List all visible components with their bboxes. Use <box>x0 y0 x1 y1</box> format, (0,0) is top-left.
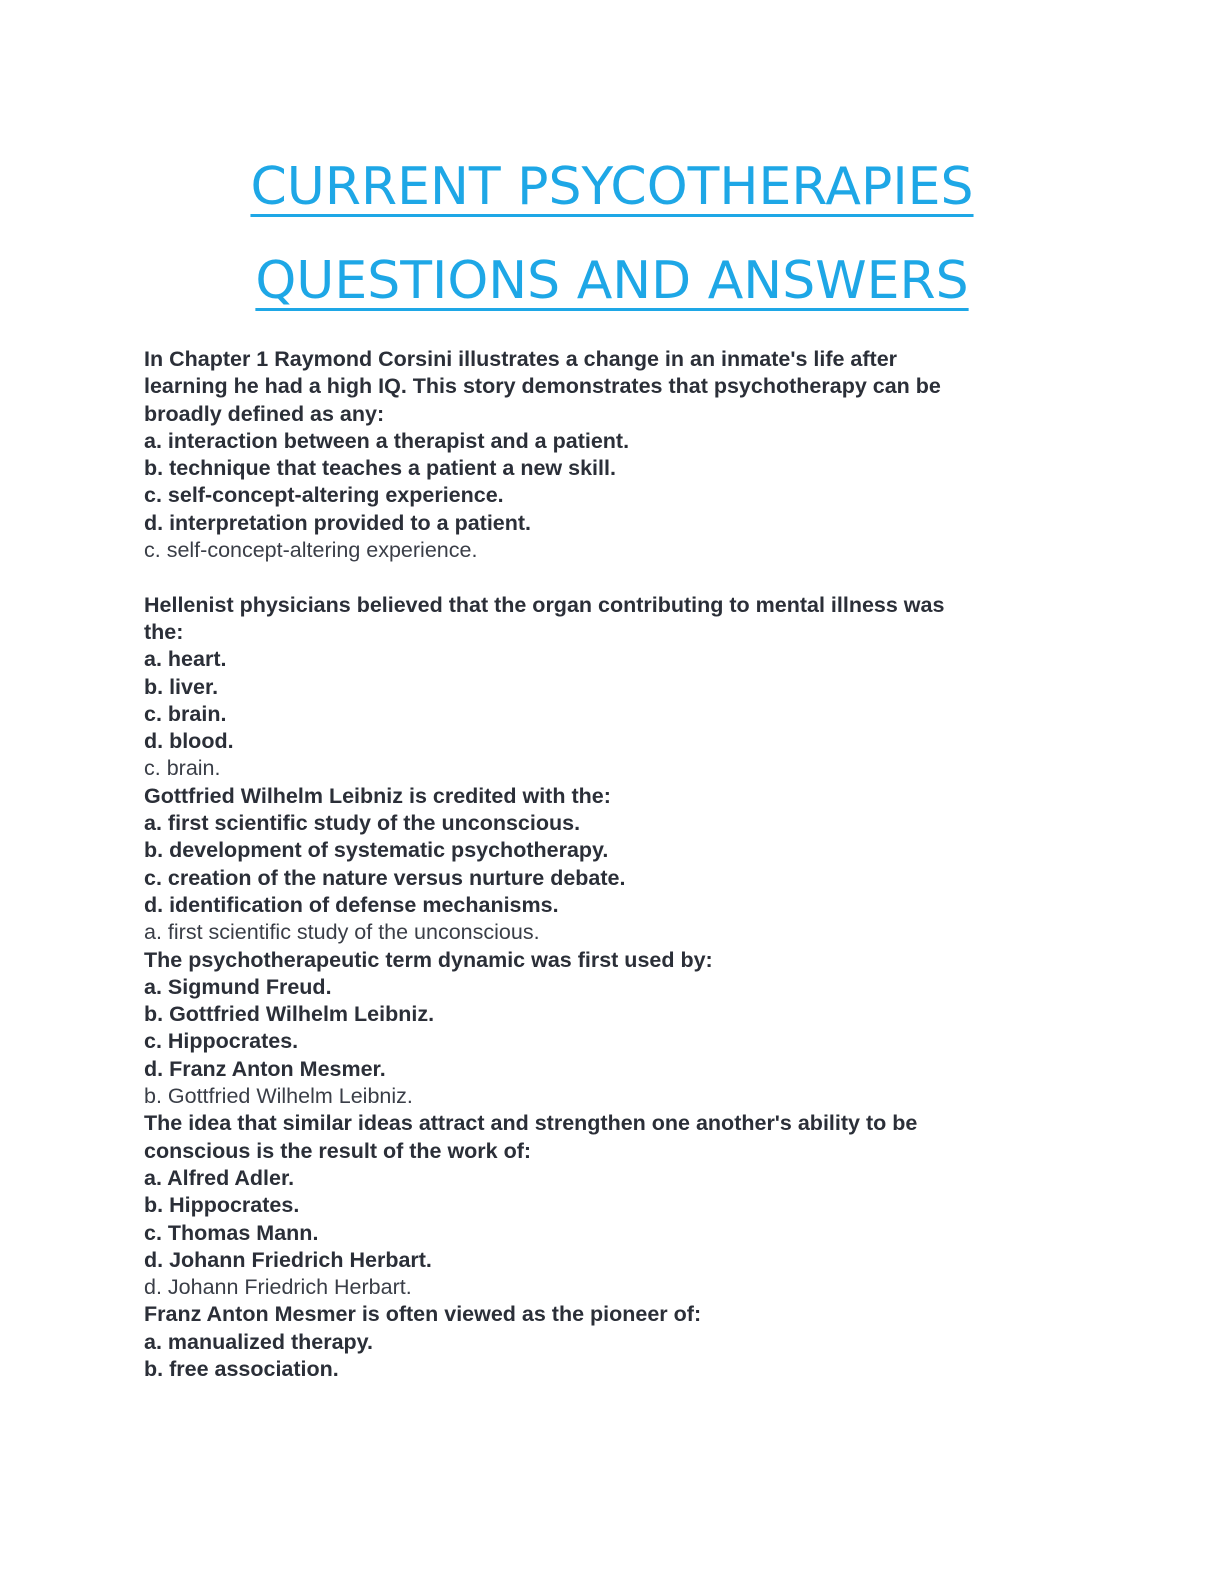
spacer <box>144 564 1044 591</box>
answer-option: a. heart. <box>144 647 227 672</box>
answer-option: a. Sigmund Freud. <box>144 974 332 999</box>
correct-answer: c. brain. <box>144 756 221 781</box>
question-text: The idea that similar ideas attract and strengthen one another's ability to be <box>144 1111 918 1136</box>
question-text: Gottfried Wilhelm Leibniz is credited with the: <box>144 783 611 808</box>
question-block <box>144 1110 1044 1301</box>
answer-option: b. Gottfried Wilhelm Leibniz. <box>144 1002 435 1027</box>
answer-option: b. development of systematic psychotherapy. <box>144 838 609 863</box>
question-text: broadly defined as any: <box>144 401 385 426</box>
question-block <box>144 947 1044 1111</box>
answer-option: d. identification of defense mechanisms. <box>144 892 559 917</box>
question-block <box>144 346 1044 564</box>
question-text: conscious is the result of the work of: <box>144 1138 532 1163</box>
answer-option: c. creation of the nature versus nurture debate. <box>144 865 626 890</box>
answer-option: c. brain. <box>144 701 227 726</box>
correct-answer: d. Johann Friedrich Herbart. <box>144 1275 412 1300</box>
answer-option: a. manualized therapy. <box>144 1329 374 1354</box>
document-title-line-1: CURRENT PSYCOTHERAPIES <box>250 157 974 217</box>
answer-option: c. Thomas Mann. <box>144 1220 319 1245</box>
document-title-line-2: QUESTIONS AND ANSWERS <box>255 251 969 311</box>
question-text: Franz Anton Mesmer is often viewed as the pioneer of: <box>144 1302 702 1327</box>
answer-option: d. interpretation provided to a patient. <box>144 510 532 535</box>
question-text: learning he had a high IQ. This story demonstrates that psychotherapy can be <box>144 374 941 399</box>
question-block <box>144 1301 1044 1383</box>
answer-option: d. blood. <box>144 729 234 754</box>
question-text: In Chapter 1 Raymond Corsini illustrates a change in an inmate's life after <box>144 347 898 371</box>
answer-option: a. interaction between a therapist and a patient. <box>144 428 630 453</box>
answer-option: d. Franz Anton Mesmer. <box>144 1056 386 1081</box>
question-block <box>144 783 1044 947</box>
answer-option: a. Alfred Adler. <box>144 1165 295 1190</box>
answer-option: b. Hippocrates. <box>144 1193 300 1218</box>
question-text: The psychotherapeutic term dynamic was first used by: <box>144 947 713 972</box>
answer-option: b. technique that teaches a patient a new skill. <box>144 456 616 481</box>
correct-answer: a. first scientific study of the unconscious. <box>144 920 540 945</box>
answer-option: b. liver. <box>144 674 219 699</box>
correct-answer: b. Gottfried Wilhelm Leibniz. <box>144 1084 413 1109</box>
question-text: Hellenist physicians believed that the organ contributing to mental illness was <box>144 592 945 617</box>
answer-option: c. self-concept-altering experience. <box>144 483 504 508</box>
question-text: the: <box>144 619 184 644</box>
answer-option: a. first scientific study of the unconscious. <box>144 811 581 836</box>
correct-answer: c. self-concept-altering experience. <box>144 538 478 563</box>
answer-option: c. Hippocrates. <box>144 1029 299 1054</box>
answer-option: d. Johann Friedrich Herbart. <box>144 1247 432 1272</box>
question-block <box>144 592 1044 783</box>
answer-option: b. free association. <box>144 1356 339 1381</box>
questions-body <box>144 346 1044 1383</box>
